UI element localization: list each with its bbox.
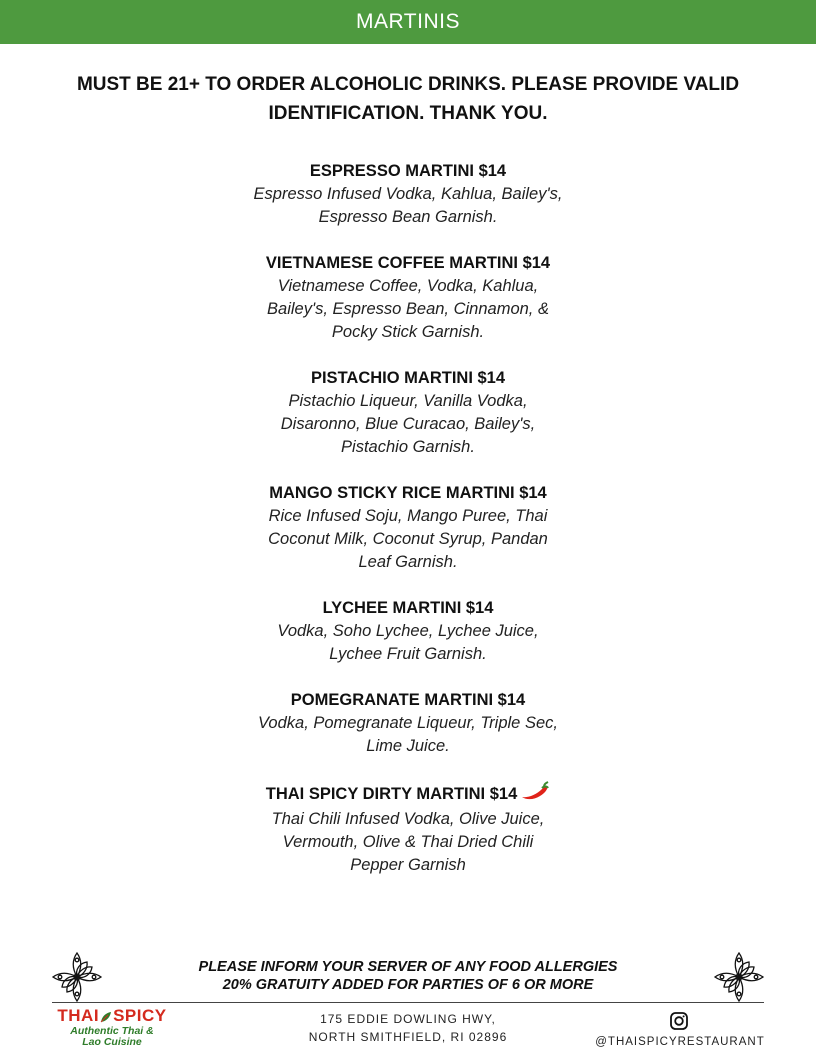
desc-line: Pistachio Garnish. <box>341 438 475 456</box>
address-line: 175 EDDIE DOWLING HWY, <box>320 1012 496 1026</box>
item-name: LYCHEE MARTINI $14 <box>322 599 494 617</box>
desc-line: Pistachio Liqueur, Vanilla Vodka, <box>288 392 528 410</box>
menu-item <box>0 597 816 666</box>
gratuity-notice: 20% GRATUITY ADDED FOR PARTIES OF 6 OR MORE <box>222 977 594 993</box>
desc-line: Lychee Fruit Garnish. <box>329 645 487 663</box>
desc-line: Pepper Garnish <box>350 856 466 874</box>
desc-line: Vermouth, Olive & Thai Dried Chili <box>282 833 534 851</box>
menu-item <box>0 160 816 229</box>
desc-line: Rice Infused Soju, Mango Puree, Thai <box>268 507 548 525</box>
item-name: MANGO STICKY RICE MARTINI $14 <box>269 484 547 502</box>
item-description <box>238 390 578 459</box>
item-name: PISTACHIO MARTINI $14 <box>310 369 506 387</box>
chili-pepper-icon <box>520 781 550 808</box>
logo-tagline: Lao Cuisine <box>82 1036 142 1048</box>
desc-line: Disaronno, Blue Curacao, Bailey's, <box>280 415 536 433</box>
menu-item <box>0 482 816 574</box>
leaf-icon <box>99 1010 113 1024</box>
logo-tagline: Authentic Thai & <box>70 1025 154 1037</box>
desc-line: Espresso Bean Garnish. <box>318 208 498 226</box>
logo-wordmark: THAI SPICY <box>57 1006 167 1025</box>
menu-item <box>0 781 816 877</box>
desc-line: Thai Chili Infused Vodka, Olive Juice, <box>271 810 545 828</box>
item-name: ESPRESSO MARTINI $14 <box>309 162 507 180</box>
item-name-row <box>0 781 816 808</box>
desc-line: Coconut Milk, Coconut Syrup, Pandan <box>268 530 548 548</box>
item-description <box>238 505 578 574</box>
menu-item <box>0 689 816 758</box>
desc-line: Leaf Garnish. <box>358 553 458 571</box>
desc-line: Espresso Infused Vodka, Kahlua, Bailey's, <box>253 185 563 203</box>
item-name: VIETNAMESE COFFEE MARTINI $14 <box>265 254 551 272</box>
menu-item <box>0 367 816 459</box>
allergy-notice: PLEASE INFORM YOUR SERVER OF ANY FOOD ALLERGIES <box>198 959 618 975</box>
item-description <box>238 275 578 344</box>
footer-notice <box>150 958 666 994</box>
item-description <box>238 620 578 666</box>
item-description <box>238 808 578 877</box>
footer-divider <box>52 1002 764 1003</box>
item-name: POMEGRANATE MARTINI $14 <box>290 691 526 709</box>
restaurant-address <box>258 1010 558 1046</box>
desc-line: Vodka, Pomegranate Liqueur, Triple Sec, <box>258 714 558 732</box>
instagram-handle[interactable]: @THAISPICYRESTAURANT <box>595 1036 765 1048</box>
desc-line: Vietnamese Coffee, Vodka, Kahlua, <box>277 277 539 295</box>
desc-line: Pocky Stick Garnish. <box>331 323 485 341</box>
flower-ornament-icon <box>50 950 104 1004</box>
restaurant-logo <box>50 1006 174 1048</box>
address-line: NORTH SMITHFIELD, RI 02896 <box>308 1030 508 1044</box>
flower-ornament-icon <box>712 950 766 1004</box>
desc-line: Lime Juice. <box>366 737 450 755</box>
desc-line: Bailey's, Espresso Bean, Cinnamon, & <box>267 300 549 318</box>
page-title: MARTINIS <box>356 10 460 33</box>
item-name: THAI SPICY DIRTY MARTINI $14 <box>265 784 518 803</box>
item-description <box>238 183 578 229</box>
instagram-icon[interactable] <box>669 1011 689 1031</box>
header-bar <box>0 0 816 44</box>
menu-item <box>0 252 816 344</box>
item-description <box>238 712 578 758</box>
desc-line: Vodka, Soho Lychee, Lychee Juice, <box>277 622 539 640</box>
age-notice: MUST BE 21+ TO ORDER ALCOHOLIC DRINKS. PLEASE PROVIDE VALID IDENTIFICATION. THANK YOU. <box>76 74 740 124</box>
